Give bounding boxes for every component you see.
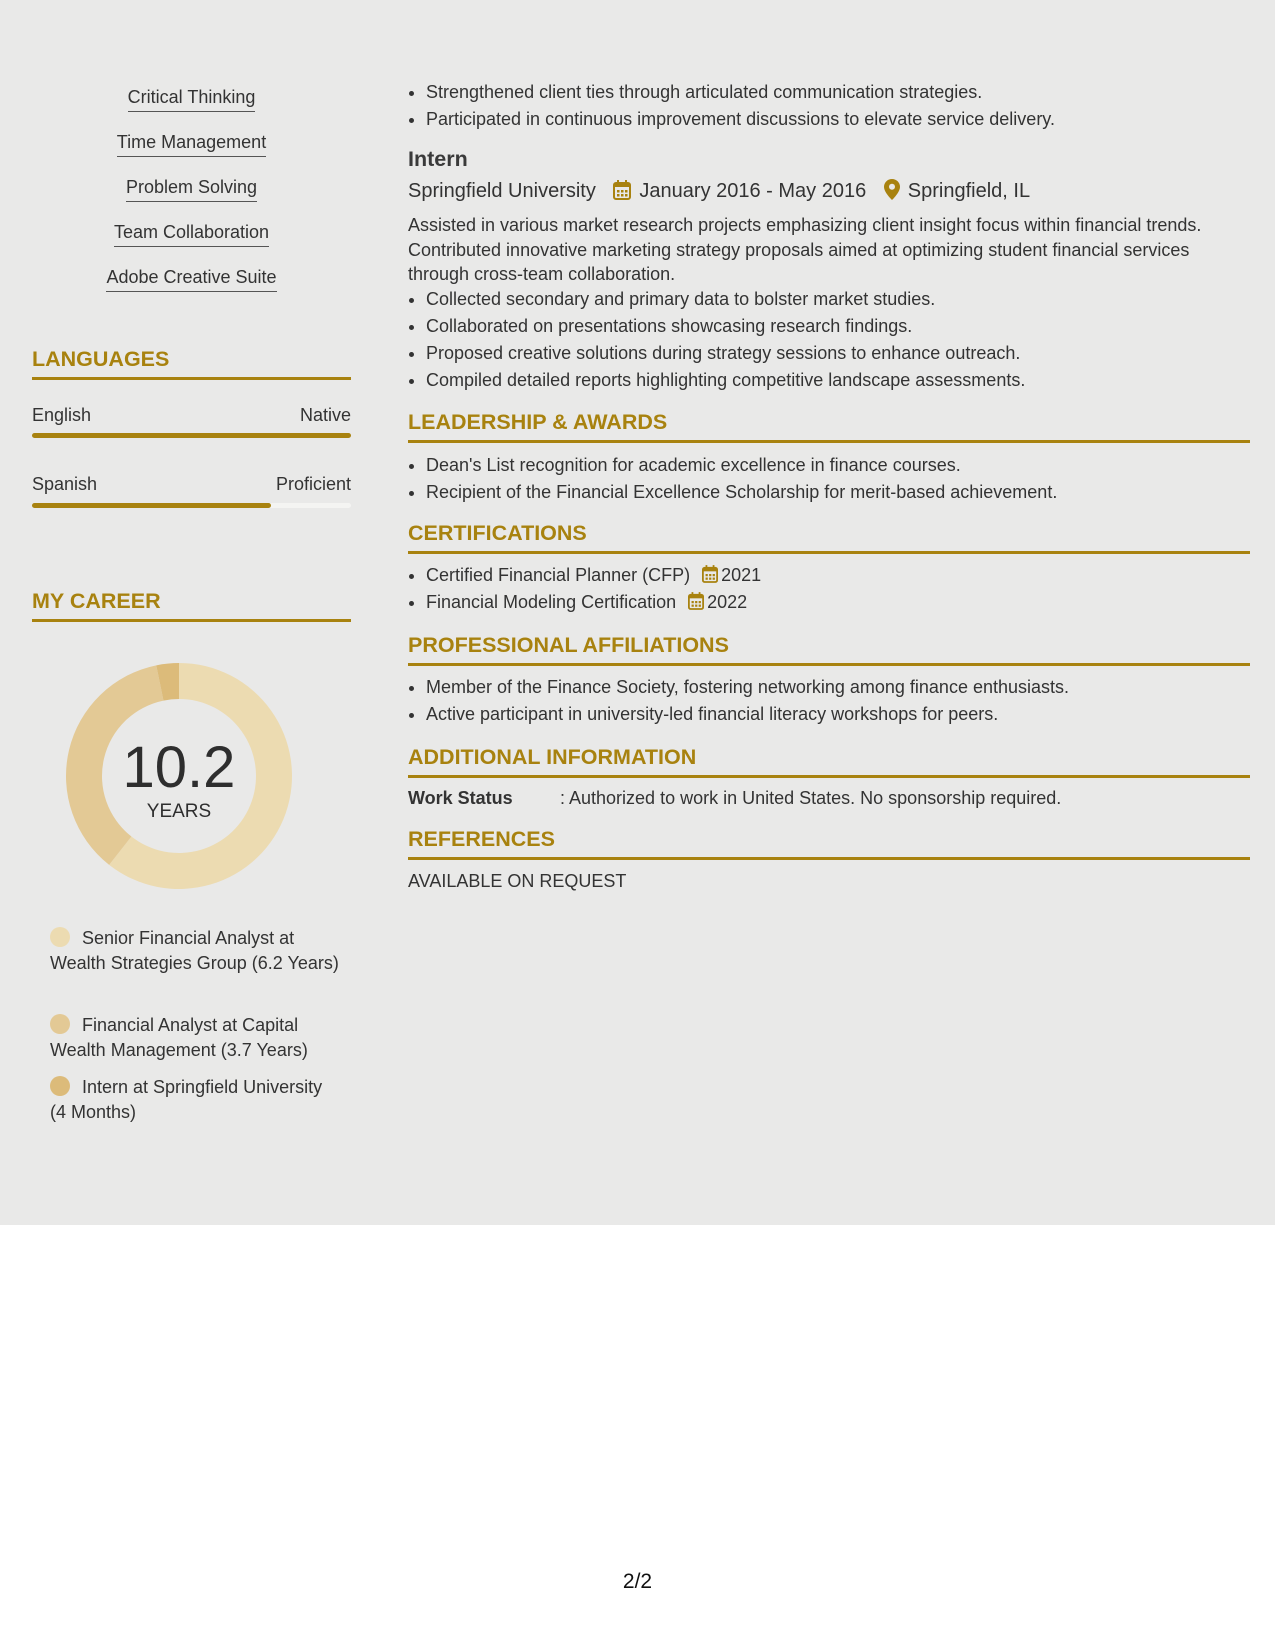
language-bar (32, 433, 351, 438)
references-text: AVAILABLE ON REQUEST (408, 871, 627, 891)
legend-dot (50, 927, 70, 947)
list-item: • Collected secondary and primary data to bolster market studies. (426, 286, 1250, 313)
certifications-list (408, 562, 1250, 616)
job-location: Springfield, IL (907, 180, 1031, 202)
skill-label: Time Management (117, 132, 266, 157)
page-number: 2/2 (622, 1570, 653, 1593)
language-name: English (32, 405, 92, 425)
left-column (32, 0, 351, 1225)
job-company: Springfield University (408, 180, 596, 202)
previous-job-bullets (408, 79, 1250, 133)
language-bar-fill (32, 433, 351, 438)
job-meta (408, 177, 1030, 208)
legend-dot (50, 1076, 70, 1096)
language-name: Spanish (32, 474, 98, 494)
skill-item (32, 267, 351, 292)
leadership-heading: LEADERSHIP & AWARDS (408, 409, 1250, 443)
list-item: • Active participant in university-led financial literacy workshops for peers. (426, 701, 1250, 728)
career-heading: MY CAREER (32, 588, 351, 622)
skill-item (32, 222, 351, 247)
cert-name: Financial Modeling Certification (426, 592, 677, 612)
list-item (426, 589, 1250, 616)
list-item: • Collaborated on presentations showcasing research findings. (426, 313, 1250, 340)
job-title: Intern (408, 147, 468, 171)
cert-name: Certified Financial Planner (CFP) (426, 565, 691, 585)
references-heading: REFERENCES (408, 826, 1250, 860)
list-item: • Participated in continuous improvement discussions to elevate service delivery. (426, 106, 1250, 133)
job-bullets (408, 286, 1250, 394)
work-status-value: : Authorized to work in United States. No sponsorship required. (560, 788, 1062, 808)
calendar-icon (702, 565, 718, 583)
career-legend-item (50, 926, 340, 975)
work-status-row (408, 786, 1061, 810)
skill-label: Adobe Creative Suite (106, 267, 276, 292)
legend-label: Intern at Springfield University (4 Months) (50, 1077, 323, 1122)
affiliations-list (408, 674, 1250, 728)
job-dates: January 2016 - May 2016 (639, 180, 867, 202)
language-bar (32, 503, 351, 508)
cert-year-label: 2021 (721, 565, 762, 585)
list-item: • Proposed creative solutions during strategy sessions to enhance outreach. (426, 340, 1250, 367)
list-item: • Compiled detailed reports highlighting competitive landscape assessments. (426, 367, 1250, 394)
skill-item (32, 132, 351, 157)
skill-item (32, 87, 351, 112)
cert-year (702, 562, 761, 589)
skill-label: Problem Solving (126, 177, 257, 202)
language-level: Native (299, 405, 351, 425)
language-level: Proficient (275, 474, 351, 494)
additional-info-heading: ADDITIONAL INFORMATION (408, 744, 1250, 778)
skill-label: Critical Thinking (128, 87, 256, 112)
language-bar-fill (32, 503, 271, 508)
career-total-years: 10.2 (122, 735, 236, 800)
languages-heading: LANGUAGES (32, 346, 351, 380)
cert-year-label: 2022 (707, 592, 748, 612)
affiliations-heading: PROFESSIONAL AFFILIATIONS (408, 632, 1250, 666)
list-item: • Member of the Finance Society, fostering networking among finance enthusiasts. (426, 674, 1250, 701)
calendar-icon (688, 592, 704, 610)
calendar-icon (613, 180, 631, 208)
skill-label: Team Collaboration (114, 222, 269, 247)
list-item: • Recipient of the Financial Excellence Scholarship for merit-based achievement. (426, 479, 1250, 506)
list-item: • Dean's List recognition for academic excellence in finance courses. (426, 452, 1250, 479)
location-pin-icon (884, 179, 900, 208)
career-legend-item (50, 1013, 340, 1062)
cert-year (688, 589, 747, 616)
certifications-heading: CERTIFICATIONS (408, 520, 1250, 554)
list-item: • Strengthened client ties through articulated communication strategies. (426, 79, 1250, 106)
work-status-label: Work Status (408, 788, 513, 808)
legend-dot (50, 1014, 70, 1034)
leadership-list (408, 452, 1250, 506)
job-description: Assisted in various market research projects emphasizing client insight focus within financial trends. Contributed innovative marketing strategy proposals aimed at optimizing student financial services through cross-team collaboration. (408, 215, 1202, 284)
list-item (426, 562, 1250, 589)
career-years-label: YEARS (146, 801, 212, 822)
legend-label: Senior Financial Analyst at Wealth Strategies Group (6.2 Years) (50, 928, 339, 973)
skill-item (32, 177, 351, 202)
legend-label: Financial Analyst at Capital Wealth Management (3.7 Years) (50, 1015, 308, 1060)
career-legend-item (50, 1075, 340, 1124)
